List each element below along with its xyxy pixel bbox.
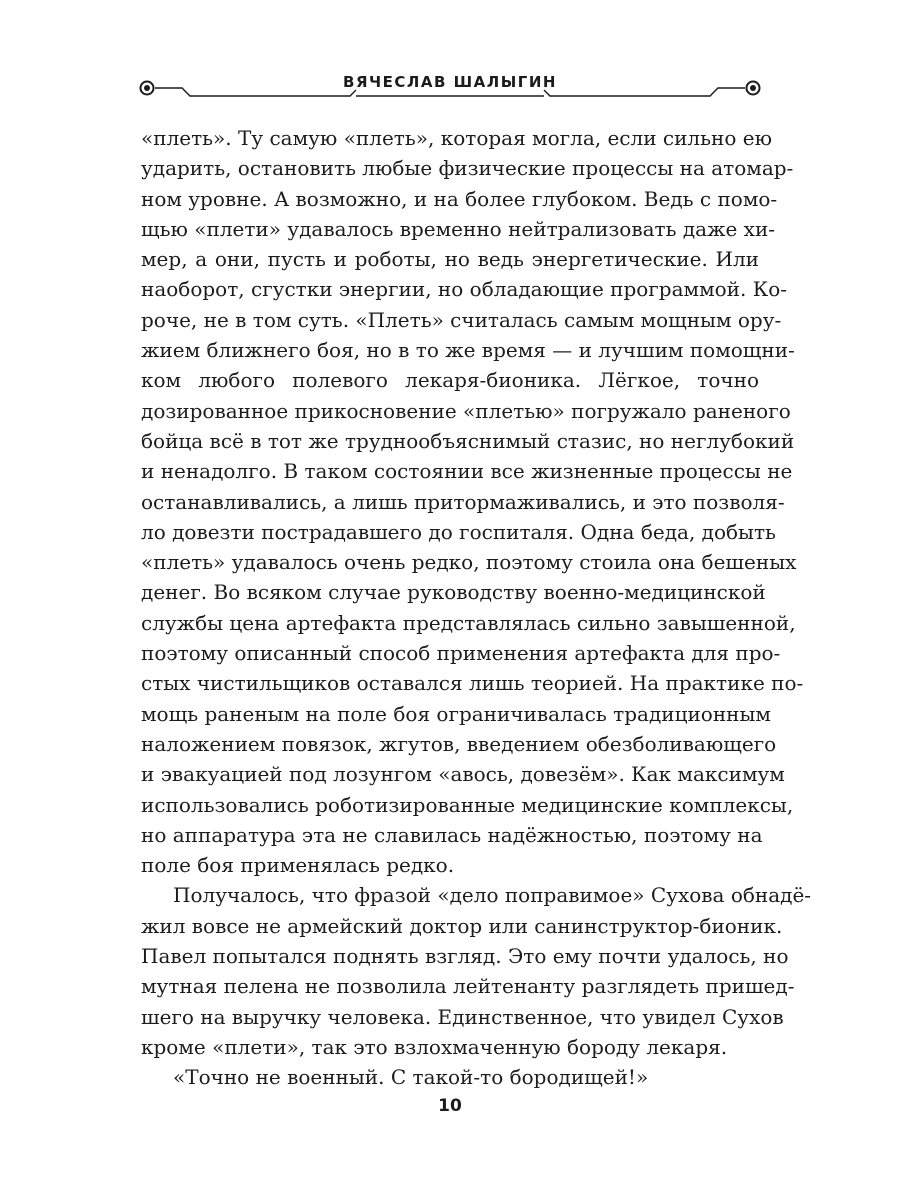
text-line: Получалось, что фразой «дело поправимое» Сухова обнадё- — [173, 883, 812, 908]
text-line: мер, а они, пусть и роботы, но ведь энергетические. Или — [141, 247, 759, 272]
text-line: кроме «плети», так это взлохмаченную бороду лекаря. — [141, 1034, 728, 1059]
text-line: щью «плети» удавалось временно нейтрализовать даже хи- — [141, 216, 776, 241]
text-line: бойца всё в тот же труднообъяснимый стазис, но неглубокий — [141, 428, 795, 453]
text-line: мутная пелена не позволила лейтенанту разглядеть пришед- — [141, 974, 795, 999]
text-line: но аппаратура эта не славилась надёжностью, поэтому на — [141, 822, 763, 847]
text-line: поле боя применялась редко. — [141, 853, 455, 878]
page-number: 10 — [438, 1096, 462, 1116]
text-line: наложением повязок, жгутов, введением обезболивающего — [141, 731, 777, 756]
text-line: ударить, остановить любые физические процессы на атомар- — [141, 156, 794, 181]
text-line: денег. Во всяком случае руководству военно-медицинской — [141, 580, 766, 605]
text-line: «плеть» удавалось очень редко, поэтому стоила она бешеных — [141, 550, 797, 575]
text-line: службы цена артефакта представлялась сильно завышенной, — [141, 610, 796, 635]
text-line: дозированное прикосновение «плетью» погружало раненого — [141, 398, 791, 423]
running-head-author: ВЯЧЕСЛАВ ШАЛЫГИН — [343, 73, 557, 91]
text-line: стых чистильщиков оставался лишь теорией. На практике по- — [141, 671, 804, 696]
text-line: ло довезти пострадавшего до госпиталя. Одна беда, добыть — [141, 519, 776, 544]
text-line: жил вовсе не армейский доктор или санинструктор-бионик. — [141, 913, 783, 938]
text-line: Павел попытался поднять взгляд. Это ему почти удалось, но — [141, 944, 789, 969]
paragraph-2 — [141, 880, 812, 1062]
text-line: и ненадолго. В таком состоянии все жизненные процессы не — [141, 459, 793, 484]
text-line: останавливались, а лишь притормаживались, и это позволя- — [141, 489, 785, 514]
text-line: жием ближнего боя, но в то же время — и лучшим помощни- — [141, 338, 795, 363]
text-line: «Точно не военный. С такой-то бородищей!» — [173, 1065, 649, 1090]
text-line: роче, не в том суть. «Плеть» считалась самым мощным ору- — [141, 307, 782, 332]
text-line: и эвакуацией под лозунгом «авось, довезём». Как максимум — [141, 762, 785, 787]
paragraph-3 — [141, 1062, 759, 1092]
body-text — [141, 123, 812, 1093]
text-line: «плеть». Ту самую «плеть», которая могла, если сильно ею — [141, 126, 773, 150]
header-ornament — [0, 0, 900, 110]
page-header — [0, 0, 900, 110]
paragraph-1 — [141, 123, 804, 880]
text-line: мощь раненым на поле боя ограничивалась традиционным — [141, 701, 771, 726]
text-line: шего на выручку человека. Единственное, что увидел Сухов — [141, 1004, 784, 1029]
text-line: наоборот, сгустки энергии, но обладающие программой. Ко- — [141, 277, 787, 302]
text-line: ном уровне. А возможно, и на более глубоком. Ведь с помо- — [141, 186, 778, 211]
text-line: ком любого полевого лекаря-бионика. Лёгкое, точно — [141, 368, 759, 393]
text-line: использовались роботизированные медицинские комплексы, — [141, 792, 794, 817]
text-line: поэтому описанный способ применения артефакта для про- — [141, 641, 781, 666]
